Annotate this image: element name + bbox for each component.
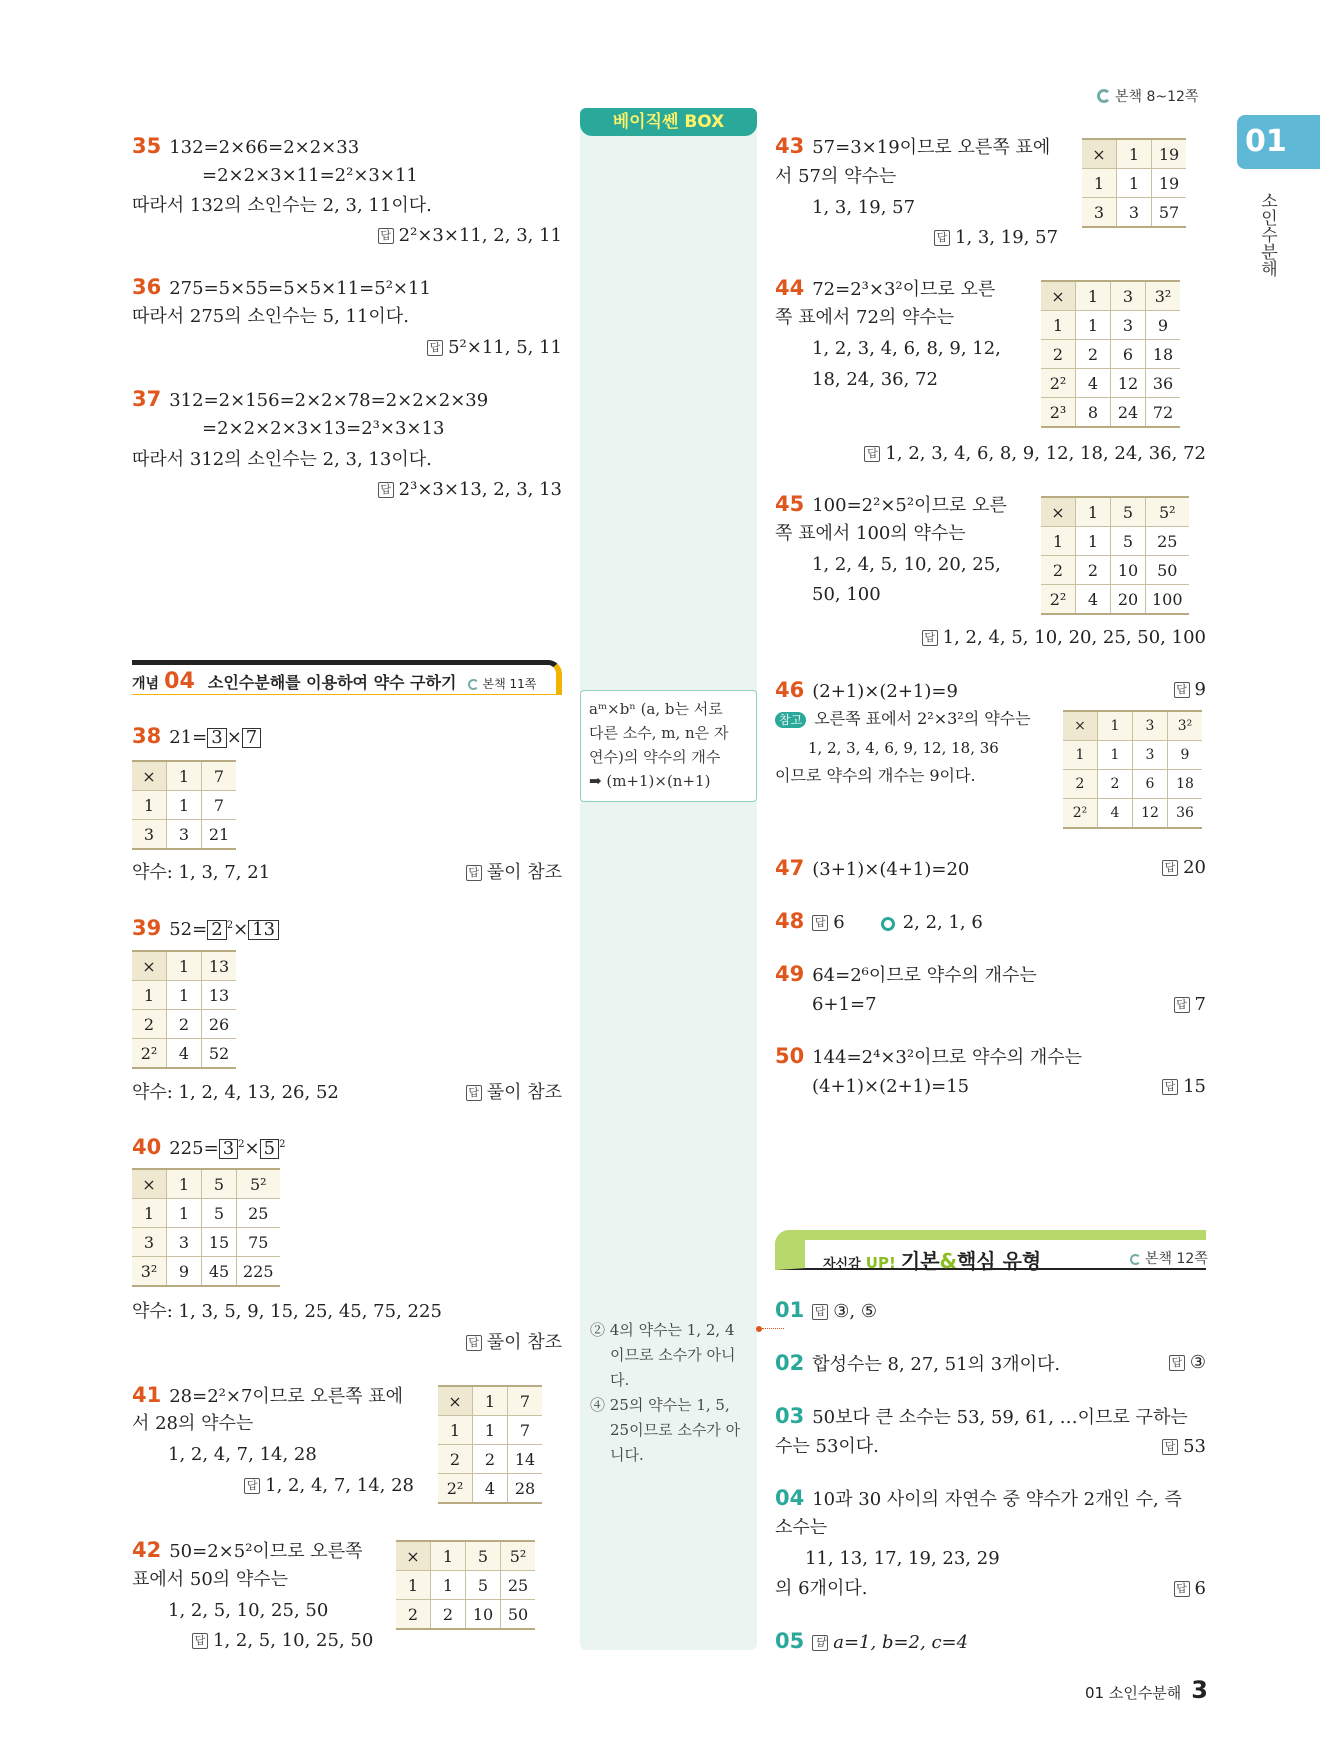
- table-cell: 3²: [1146, 281, 1181, 311]
- table-row: [1041, 556, 1189, 585]
- q04-line2: 소수는: [775, 1517, 828, 1538]
- problem-45: 45 100=2²×5²이므로 오른: [775, 492, 1007, 516]
- problem-43: 43 57=3×19이므로 오른쪽 표에: [775, 134, 1051, 158]
- magnifier-icon: [881, 917, 895, 931]
- problem-36: 36 275=5×55=5×5×11=5²×11: [132, 275, 431, 299]
- p45-line3: 1, 2, 4, 5, 10, 20, 25,: [812, 554, 1001, 575]
- table-cell: 2: [1098, 770, 1133, 799]
- table-cell: 2: [1041, 556, 1076, 585]
- table-row: [132, 1199, 280, 1228]
- table-row: [132, 1257, 280, 1287]
- table-cell: ×: [132, 951, 167, 981]
- table-cell: 100: [1146, 585, 1189, 615]
- p41-line2: 서 28의 약수는: [132, 1413, 254, 1434]
- table-cell: 13: [202, 981, 237, 1010]
- table-cell: 12: [1133, 799, 1168, 829]
- p43-line2: 서 57의 약수는: [775, 166, 897, 187]
- table-cell: 57: [1152, 198, 1187, 228]
- box-note-prime: ② 4의 약수는 1, 2, 4 이므로 소수가 아니 다. ④ 25의 약수는 1, 5, 25이므로 소수가 아 니다.: [590, 1321, 741, 1464]
- table-row: [1041, 369, 1180, 398]
- section-up-ref: 본책 12쪽: [1130, 1248, 1208, 1268]
- section-04-underline: [132, 694, 562, 695]
- table-row: [1063, 741, 1202, 770]
- refresh-icon: [1097, 89, 1111, 103]
- table-cell: 1: [473, 1416, 508, 1445]
- table-cell: 1: [1041, 527, 1076, 556]
- problem-41: 41 28=2²×7이므로 오른쪽 표에: [132, 1383, 403, 1407]
- table-cell: 45: [202, 1257, 237, 1287]
- table-cell: 4: [1098, 799, 1133, 829]
- p46-answer: 답 9: [1174, 680, 1206, 700]
- table-cell: 1: [431, 1541, 466, 1571]
- p42-line3: 1, 2, 5, 10, 25, 50: [168, 1600, 329, 1621]
- table-cell: 18: [1146, 340, 1181, 369]
- q04-line3: 11, 13, 17, 19, 23, 29: [805, 1548, 1000, 1569]
- box-title: 베이직쎈 BOX: [580, 108, 757, 136]
- table-cell: 1: [132, 1199, 167, 1228]
- table-cell: 1: [167, 1199, 202, 1228]
- p46-note: 참고 오른쪽 표에서 2²×3²의 약수는: [775, 708, 1031, 731]
- table-row: [1063, 711, 1202, 741]
- table-cell: 1: [1076, 497, 1111, 527]
- table-cell: 6: [1133, 770, 1168, 799]
- table-cell: 3: [132, 1228, 167, 1257]
- pointer-dot: [756, 1326, 762, 1332]
- table-row: [1041, 311, 1180, 340]
- p37-line2: =2×2×2×3×13=2³×3×13: [202, 418, 445, 439]
- table-38: [132, 760, 236, 850]
- table-cell: 5²: [1146, 497, 1189, 527]
- table-cell: 4: [1076, 369, 1111, 398]
- p45-line4: 50, 100: [812, 584, 881, 605]
- section-04-header: 개념 04 소인수분해를 이용하여 약수 구하기 본책 11쪽: [132, 660, 562, 694]
- table-cell: 1: [473, 1386, 508, 1416]
- p35-line3: 따라서 132의 소인수는 2, 3, 11이다.: [132, 195, 432, 216]
- table-cell: ×: [1041, 497, 1076, 527]
- table-cell: 3: [1111, 311, 1146, 340]
- problem-48: 48답 6 2, 2, 1, 6: [775, 911, 983, 933]
- p39-result: 약수: 1, 2, 4, 13, 26, 52: [132, 1082, 339, 1103]
- table-cell: 2: [438, 1445, 473, 1474]
- table-cell: 5: [1111, 497, 1146, 527]
- table-cell: 5²: [237, 1169, 280, 1199]
- table-cell: 225: [237, 1257, 280, 1287]
- chapter-tab: 01: [1237, 115, 1320, 169]
- table-cell: ×: [396, 1541, 431, 1571]
- question-01: 01답 ③, ⑤: [775, 1300, 877, 1322]
- table-cell: 5: [466, 1571, 501, 1600]
- table-cell: 2: [431, 1600, 466, 1630]
- table-cell: 3: [1133, 711, 1168, 741]
- table-row: [132, 820, 236, 850]
- table-cell: 1: [167, 1169, 202, 1199]
- table-row: [132, 761, 236, 791]
- table-cell: 1: [132, 791, 167, 820]
- table-cell: 7: [508, 1416, 543, 1445]
- p42-line2: 표에서 50의 약수는: [132, 1569, 289, 1590]
- table-cell: 2: [1076, 340, 1111, 369]
- table-cell: 1: [167, 981, 202, 1010]
- table-cell: 2³: [1041, 398, 1076, 428]
- p37-line3: 따라서 312의 소인수는 2, 3, 13이다.: [132, 449, 432, 470]
- table-cell: 25: [501, 1571, 536, 1600]
- p37-answer: 답 2³×3×13, 2, 3, 13: [378, 480, 562, 500]
- problem-47: 47 (3+1)×(4+1)=20: [775, 856, 970, 880]
- table-cell: 36: [1168, 799, 1203, 829]
- table-cell: 7: [202, 761, 237, 791]
- p36-answer: 답 5²×11, 5, 11: [427, 338, 562, 358]
- table-row: [1041, 398, 1180, 428]
- table-row: [132, 1039, 236, 1069]
- q02-answer: 답 ③: [1169, 1353, 1206, 1373]
- table-row: [132, 1228, 280, 1257]
- table-44: [1041, 280, 1180, 428]
- table-row: [1082, 139, 1186, 169]
- table-cell: 2: [473, 1445, 508, 1474]
- table-40: [132, 1168, 280, 1287]
- table-cell: 14: [508, 1445, 543, 1474]
- table-cell: ×: [1082, 139, 1117, 169]
- p44-line2: 쪽 표에서 72의 약수는: [775, 307, 955, 328]
- problem-49: 49 64=2⁶이므로 약수의 개수는: [775, 962, 1037, 986]
- p40-result: 약수: 1, 3, 5, 9, 15, 25, 45, 75, 225: [132, 1301, 442, 1322]
- table-cell: 1: [1117, 139, 1152, 169]
- table-cell: 26: [202, 1010, 237, 1039]
- table-cell: 2²: [1063, 799, 1098, 829]
- p40-answer: 답 풀이 참조: [466, 1333, 562, 1353]
- p49-line2: 6+1=7: [812, 994, 877, 1015]
- table-row: [132, 1169, 280, 1199]
- p35-line2: =2×2×3×11=2²×3×11: [202, 165, 418, 186]
- table-cell: 7: [508, 1386, 543, 1416]
- table-cell: 2: [1041, 340, 1076, 369]
- table-cell: 21: [202, 820, 237, 850]
- table-cell: 5: [466, 1541, 501, 1571]
- table-cell: 9: [1168, 741, 1203, 770]
- q04-answer: 답 6: [1174, 1579, 1206, 1599]
- table-cell: 1: [167, 791, 202, 820]
- table-cell: 2²: [1041, 585, 1076, 615]
- table-cell: 2: [1063, 770, 1098, 799]
- table-cell: ×: [1063, 711, 1098, 741]
- table-row: [438, 1445, 542, 1474]
- table-cell: 19: [1152, 169, 1187, 198]
- problem-35: 35 132=2×66=2×2×33: [132, 134, 360, 158]
- question-03: 03 50보다 큰 소수는 53, 59, 61, …이므로 구하는: [775, 1404, 1188, 1428]
- table-row: [438, 1474, 542, 1504]
- table-row: [1041, 281, 1180, 311]
- problem-39: 39 52= 2 $^2$× 13: [132, 916, 279, 940]
- table-cell: 2: [396, 1600, 431, 1630]
- table-cell: 1: [1098, 741, 1133, 770]
- table-cell: 1: [1098, 711, 1133, 741]
- table-46: [1063, 710, 1202, 829]
- q03-line2: 수는 53이다.: [775, 1436, 879, 1457]
- question-04: 04 10과 30 사이의 자연수 중 약수가 2개인 수, 즉: [775, 1486, 1182, 1510]
- problem-37: 37 312=2×156=2×2×78=2×2×2×39: [132, 387, 489, 411]
- p41-answer: 답 1, 2, 4, 7, 14, 28: [244, 1476, 414, 1496]
- p49-answer: 답 7: [1174, 995, 1206, 1015]
- table-cell: 24: [1111, 398, 1146, 428]
- table-39: [132, 950, 236, 1069]
- table-cell: 50: [1146, 556, 1189, 585]
- problem-50: 50 144=2⁴×3²이므로 약수의 개수는: [775, 1044, 1083, 1068]
- table-cell: 5²: [501, 1541, 536, 1571]
- table-cell: 3: [167, 820, 202, 850]
- table-cell: 15: [202, 1228, 237, 1257]
- table-cell: 72: [1146, 398, 1181, 428]
- table-cell: 1: [1076, 281, 1111, 311]
- table-cell: 36: [1146, 369, 1181, 398]
- table-row: [1041, 497, 1189, 527]
- p38-result: 약수: 1, 3, 7, 21: [132, 862, 271, 883]
- table-cell: 19: [1152, 139, 1187, 169]
- table-cell: 2²: [1041, 369, 1076, 398]
- p39-answer: 답 풀이 참조: [466, 1083, 562, 1103]
- problem-44: 44 72=2³×3²이므로 오른: [775, 276, 996, 300]
- table-cell: 1: [132, 981, 167, 1010]
- table-cell: 5: [1111, 527, 1146, 556]
- table-row: [396, 1571, 535, 1600]
- table-cell: ×: [132, 761, 167, 791]
- table-cell: 25: [1146, 527, 1189, 556]
- p44-answer: 답 1, 2, 3, 4, 6, 8, 9, 12, 18, 24, 36, 72: [864, 444, 1206, 464]
- table-cell: 1: [167, 761, 202, 791]
- table-cell: 28: [508, 1474, 543, 1504]
- table-cell: 1: [167, 951, 202, 981]
- box-note-divisor-count: aᵐ×bⁿ (a, b는 서로 다른 소수, m, n은 자 연수)의 약수의 개수 ➡ (m+1)×(n+1): [580, 690, 757, 802]
- table-row: [1082, 169, 1186, 198]
- p35-answer: 답 2²×3×11, 2, 3, 11: [378, 226, 562, 246]
- table-cell: 3: [1117, 198, 1152, 228]
- table-cell: 1: [396, 1571, 431, 1600]
- table-cell: 12: [1111, 369, 1146, 398]
- table-cell: 13: [202, 951, 237, 981]
- table-41: [438, 1385, 542, 1504]
- table-cell: 5: [202, 1169, 237, 1199]
- table-cell: 52: [202, 1039, 237, 1069]
- table-cell: 10: [466, 1600, 501, 1630]
- table-cell: 3: [167, 1228, 202, 1257]
- table-cell: ×: [132, 1169, 167, 1199]
- footer: 01 소인수분해 3: [1084, 1676, 1208, 1704]
- p38-answer: 답 풀이 참조: [466, 863, 562, 883]
- table-cell: 75: [237, 1228, 280, 1257]
- table-45: [1041, 496, 1189, 615]
- table-cell: 1: [1076, 311, 1111, 340]
- table-cell: 10: [1111, 556, 1146, 585]
- problem-38: 38 21= 3 × 7: [132, 726, 261, 748]
- table-row: [438, 1386, 542, 1416]
- table-cell: 1: [431, 1571, 466, 1600]
- p50-answer: 답 15: [1162, 1077, 1206, 1097]
- chapter-vertical-label: 소인수분해: [1257, 192, 1277, 277]
- table-cell: 4: [167, 1039, 202, 1069]
- header-ref: 본책 8~12쪽: [1097, 86, 1198, 106]
- refresh-icon: [468, 679, 479, 690]
- question-02: 02 합성수는 8, 27, 51의 3개이다.: [775, 1351, 1061, 1375]
- table-cell: 3: [1082, 198, 1117, 228]
- table-cell: 18: [1168, 770, 1203, 799]
- refresh-icon: [1130, 1254, 1141, 1265]
- table-row: [1063, 770, 1202, 799]
- problem-40: 40 225= 3 $^2$× 5 $^2$: [132, 1135, 286, 1159]
- table-row: [1041, 585, 1189, 615]
- table-cell: 2: [1076, 556, 1111, 585]
- table-cell: 3²: [1168, 711, 1203, 741]
- p46-line3: 1, 2, 3, 4, 6, 9, 12, 18, 36: [808, 739, 999, 757]
- p46-line4: 이므로 약수의 개수는 9이다.: [775, 766, 976, 785]
- table-cell: 8: [1076, 398, 1111, 428]
- table-cell: 1: [438, 1416, 473, 1445]
- p44-line3: 1, 2, 3, 4, 6, 8, 9, 12,: [812, 338, 1001, 359]
- p42-answer: 답 1, 2, 5, 10, 25, 50: [192, 1631, 373, 1651]
- problem-46: 46 (2+1)×(2+1)=9: [775, 678, 958, 702]
- table-cell: 5: [202, 1199, 237, 1228]
- table-cell: 7: [202, 791, 237, 820]
- table-cell: 4: [473, 1474, 508, 1504]
- table-cell: 9: [1146, 311, 1181, 340]
- table-42: [396, 1540, 535, 1630]
- table-cell: 1: [1117, 169, 1152, 198]
- table-cell: 2²: [438, 1474, 473, 1504]
- table-row: [438, 1416, 542, 1445]
- table-cell: 1: [1063, 741, 1098, 770]
- table-row: [1041, 527, 1189, 556]
- table-43: [1082, 138, 1186, 228]
- q04-line4: 의 6개이다.: [775, 1578, 868, 1599]
- table-cell: 6: [1111, 340, 1146, 369]
- p50-line2: (4+1)×(2+1)=15: [812, 1076, 970, 1097]
- table-cell: ×: [1041, 281, 1076, 311]
- table-cell: 20: [1111, 585, 1146, 615]
- table-row: [132, 1010, 236, 1039]
- p36-line2: 따라서 275의 소인수는 5, 11이다.: [132, 306, 409, 327]
- table-cell: 9: [167, 1257, 202, 1287]
- table-cell: 1: [1076, 527, 1111, 556]
- p43-answer: 답 1, 3, 19, 57: [934, 228, 1058, 248]
- table-cell: 1: [1082, 169, 1117, 198]
- table-cell: 2²: [132, 1039, 167, 1069]
- table-row: [132, 951, 236, 981]
- pointer-line: [762, 1328, 784, 1329]
- table-cell: ×: [438, 1386, 473, 1416]
- table-row: [132, 791, 236, 820]
- table-row: [1041, 340, 1180, 369]
- table-cell: 3²: [132, 1257, 167, 1287]
- table-row: [132, 981, 236, 1010]
- p43-line3: 1, 3, 19, 57: [812, 197, 916, 218]
- p41-line3: 1, 2, 4, 7, 14, 28: [168, 1444, 317, 1465]
- table-cell: 3: [132, 820, 167, 850]
- q03-answer: 답 53: [1162, 1437, 1206, 1457]
- table-row: [396, 1600, 535, 1630]
- table-cell: 2: [167, 1010, 202, 1039]
- section-up-title: 자신감 UP! 기본&핵심 유형: [823, 1249, 1042, 1273]
- table-cell: 25: [237, 1199, 280, 1228]
- p45-line2: 쪽 표에서 100의 약수는: [775, 523, 966, 544]
- p47-answer: 답 20: [1162, 858, 1206, 878]
- p44-line4: 18, 24, 36, 72: [812, 369, 938, 390]
- problem-42: 42 50=2×5²이므로 오른쪽: [132, 1538, 363, 1562]
- table-cell: 4: [1076, 585, 1111, 615]
- question-05: 05답 a=1, b=2, c=4: [775, 1631, 968, 1653]
- table-row: [1063, 799, 1202, 829]
- table-cell: 50: [501, 1600, 536, 1630]
- table-cell: 1: [1041, 311, 1076, 340]
- table-row: [1082, 198, 1186, 228]
- p45-answer: 답 1, 2, 4, 5, 10, 20, 25, 50, 100: [922, 628, 1206, 648]
- table-row: [396, 1541, 535, 1571]
- table-cell: 3: [1133, 741, 1168, 770]
- table-cell: 3: [1111, 281, 1146, 311]
- table-cell: 2: [132, 1010, 167, 1039]
